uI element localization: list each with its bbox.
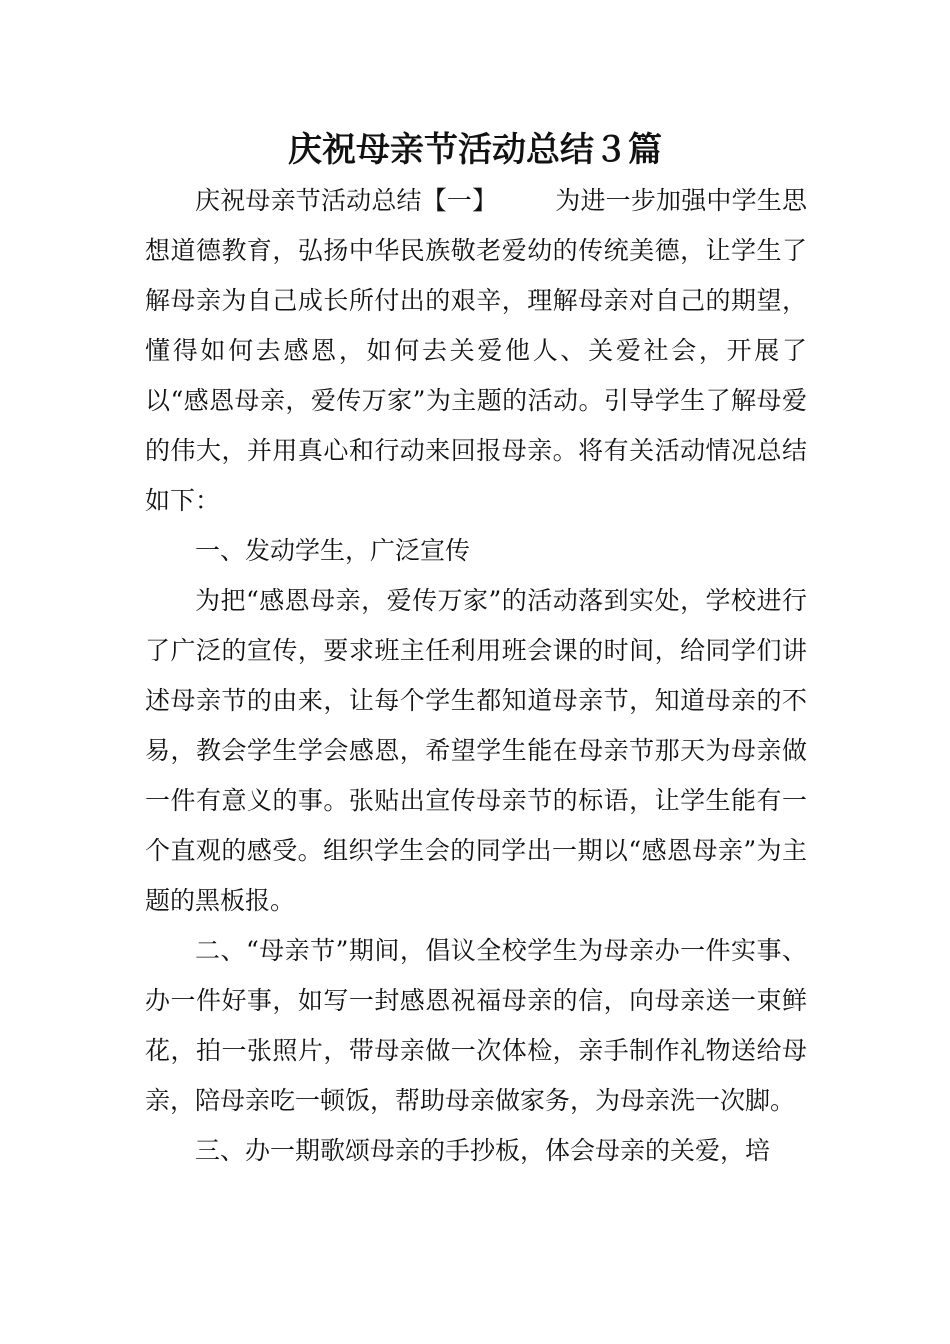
document-body (145, 176, 807, 1176)
paragraph-text: 为进一步加强中学生思想道德教育，弘扬中华民族敬老爱幼的传统美德，让学生了解母亲为自己成长所付出的艰辛，理解母亲对自己的期望，懂得如何去感恩，如何去关爱他人、关爱社会，开展了以“感恩母亲，爱传万家”为主题的活动。引导学生了解母爱的伟大，并用真心和行动来回报母亲。将有关活动情况总结如下： (145, 186, 807, 515)
section-heading: 庆祝母亲节活动总结【一】 (195, 186, 498, 215)
intro-paragraph (145, 176, 807, 526)
paragraph-publicity: 为把“感恩母亲，爱传万家”的活动落到实处，学校进行了广泛的宣传，要求班主任利用班会课的时间，给同学们讲述母亲节的由来，让每个学生都知道母亲节，知道母亲的不易，教会学生学会感恩，希望学生能在母亲节那天为母亲做一件有意义的事。张贴出宣传母亲节的标语，让学生能有一个直观的感受。组织学生会的同学出一期以“感恩母亲”为主题的黑板报。 (145, 586, 807, 915)
section-heading-1: 一、发动学生，广泛宣传 (195, 536, 471, 565)
document-title: 庆祝母亲节活动总结３篇 (288, 130, 662, 170)
paragraph-section-2: 二、“母亲节”期间，倡议全校学生为母亲办一件实事、办一件好事，如写一封感恩祝福母亲的信，向母亲送一束鲜花，拍一张照片，带母亲做一次体检，亲手制作礼物送给母亲，陪母亲吃一顿饭，帮助母亲做家务，为母亲洗一次脚。 (145, 936, 807, 1115)
paragraph-section-3: 三、办一期歌颂母亲的手抄板，体会母亲的关爱，培 (195, 1136, 771, 1165)
